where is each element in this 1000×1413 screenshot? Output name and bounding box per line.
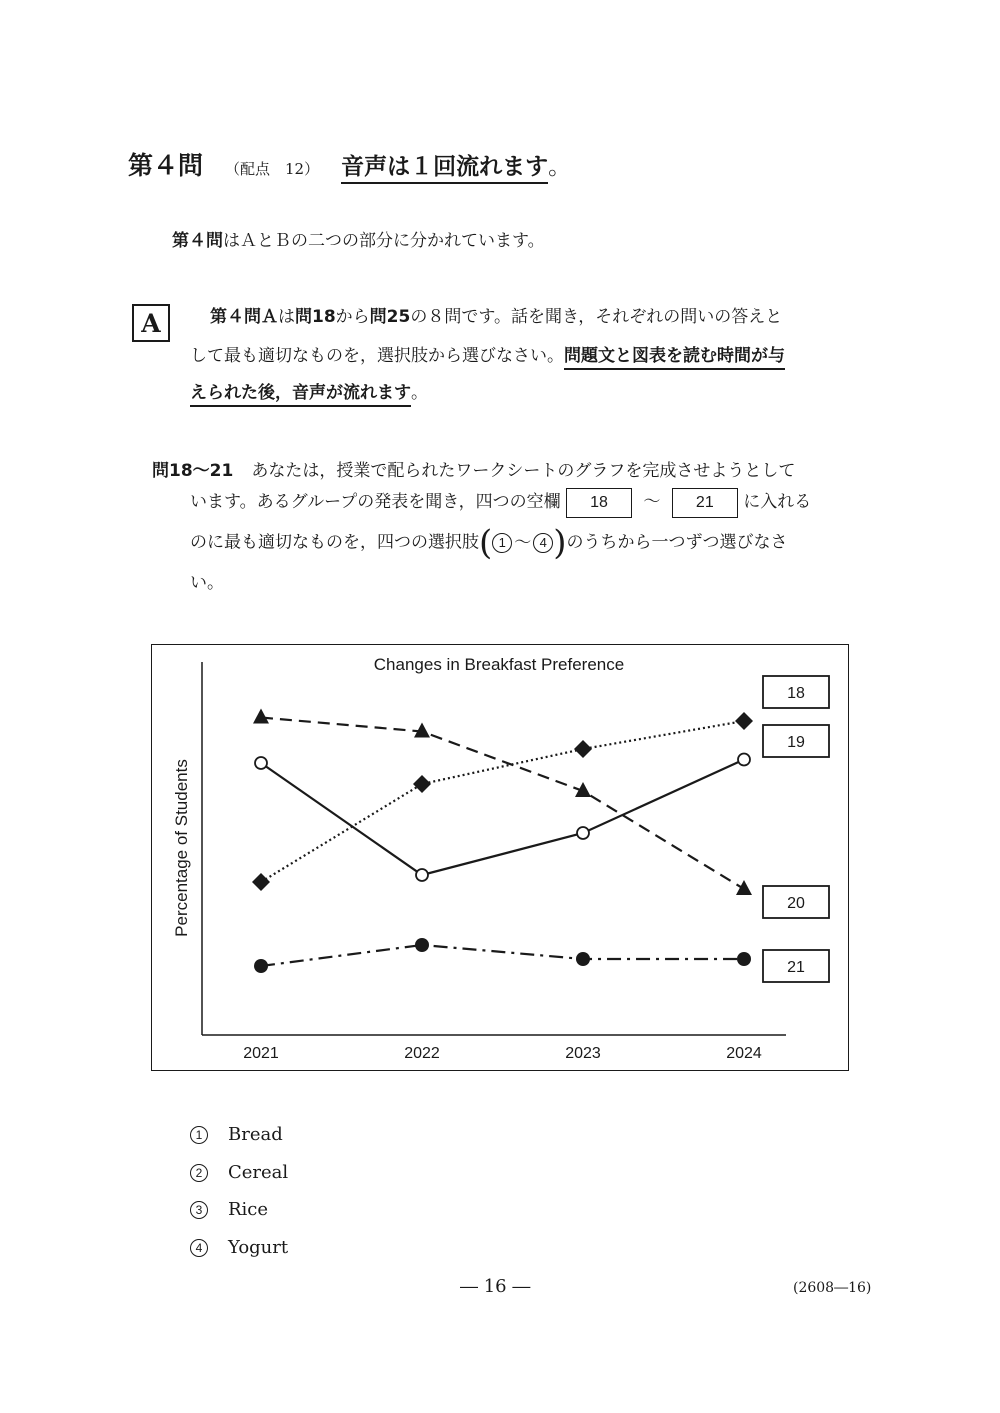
option-1 xyxy=(190,1124,283,1145)
voice-note-period: 。 xyxy=(548,154,572,180)
question-text: います。あるグループの発表を聞き，四つの空欄 xyxy=(190,492,561,512)
section-a-line-1 xyxy=(210,302,782,327)
option-label: Cereal xyxy=(228,1162,289,1183)
option-number-circle: 4 xyxy=(190,1239,208,1257)
question-text: に入れる xyxy=(743,492,812,512)
data-point-filled-circle xyxy=(576,952,590,966)
tilde: ～ xyxy=(643,492,661,512)
series-line-triangle xyxy=(261,718,744,890)
section-a-text: して最も適切なものを，選択肢から選びなさい。 xyxy=(190,346,564,366)
x-tick-label: 2023 xyxy=(565,1045,601,1062)
intro-bold: 第４問 xyxy=(172,231,223,251)
points-note: （配点 12） xyxy=(225,160,320,178)
end-label-number: 21 xyxy=(787,959,805,976)
section-a-line-3 xyxy=(190,378,428,403)
section-a-bold: 第４問Ａ xyxy=(210,307,278,327)
option-3 xyxy=(190,1199,268,1220)
data-point-diamond xyxy=(574,740,592,758)
option-label: Bread xyxy=(228,1124,283,1145)
data-point-diamond xyxy=(252,873,270,891)
section-a-underlined: 問題文と図表を読む時間が与 xyxy=(564,346,785,370)
data-point-open-circle xyxy=(416,869,428,881)
series-line-diamond xyxy=(261,721,744,882)
question-label: 問18～21 xyxy=(152,461,234,481)
data-point-open-circle xyxy=(738,754,750,766)
chart-title: Changes in Breakfast Preference xyxy=(373,655,625,674)
chart-y-axis-label: Percentage of Students xyxy=(172,759,191,937)
data-point-triangle xyxy=(736,880,752,895)
question-text: のに最も適切なものを，四つの選択肢 xyxy=(190,532,479,553)
option-4 xyxy=(190,1237,288,1258)
data-point-filled-circle xyxy=(415,938,429,952)
paren-close: ) xyxy=(553,523,567,563)
question-line-3 xyxy=(190,523,788,563)
blank-18: 18 xyxy=(566,488,632,518)
section-a-line-2 xyxy=(190,341,785,366)
option-number-circle: 2 xyxy=(190,1164,208,1182)
question-text: あなたは，授業で配られたワークシートのグラフを完成させようとして xyxy=(251,461,796,481)
x-tick-label: 2021 xyxy=(243,1045,279,1062)
data-point-filled-circle xyxy=(737,952,751,966)
exam-code: (2608―16) xyxy=(793,1280,872,1296)
choice-tilde: ～ xyxy=(514,532,532,553)
x-tick-label: 2022 xyxy=(404,1045,440,1062)
option-number-circle: 1 xyxy=(190,1126,208,1144)
chart-series-group xyxy=(252,709,753,974)
series-line-open-circle xyxy=(261,760,744,876)
section-a-text: は xyxy=(278,307,295,327)
section-a-label: A xyxy=(132,304,170,342)
page-number: ― 16 ― xyxy=(460,1276,531,1297)
data-point-filled-circle xyxy=(254,959,268,973)
series-line-filled-circle xyxy=(261,945,744,966)
question-line-4 xyxy=(190,568,224,593)
question-text: い。 xyxy=(190,573,224,593)
question-line-2 xyxy=(190,487,811,518)
paren-open: ( xyxy=(479,523,493,563)
section-a-text: から xyxy=(335,307,370,327)
question-text: のうちから一つずつ選びなさ xyxy=(566,532,788,553)
chart-end-labels xyxy=(763,676,829,982)
blank-21: 21 xyxy=(672,488,738,518)
end-label-number: 20 xyxy=(787,895,805,912)
section-a-bold: 問25 xyxy=(369,307,411,327)
intro-rest: はＡとＢの二つの部分に分かれています。 xyxy=(223,231,545,251)
voice-note: 音声は１回流れます xyxy=(341,148,548,184)
end-label-number: 18 xyxy=(787,685,805,702)
question-header xyxy=(128,146,571,186)
breakfast-chart xyxy=(151,644,849,1071)
data-point-open-circle xyxy=(255,757,267,769)
x-tick-label: 2024 xyxy=(726,1045,762,1062)
choice-4-circle: 4 xyxy=(533,533,553,553)
data-point-diamond xyxy=(735,712,753,730)
data-point-diamond xyxy=(413,775,431,793)
data-point-open-circle xyxy=(577,827,589,839)
section-a-underlined: えられた後，音声が流れます xyxy=(190,383,411,407)
intro-text xyxy=(172,226,545,251)
end-label-number: 19 xyxy=(787,734,805,751)
section-a-bold: 問18 xyxy=(295,307,336,327)
option-label: Rice xyxy=(228,1199,269,1220)
question-line-1 xyxy=(152,456,795,481)
data-point-triangle xyxy=(253,709,269,724)
option-label: Yogurt xyxy=(228,1237,289,1258)
question-number: 第４問 xyxy=(128,151,204,180)
section-a-text: の８問です。話を聞き，それぞれの問いの答えと xyxy=(410,307,783,327)
option-2 xyxy=(190,1162,288,1183)
section-a-period: 。 xyxy=(411,383,428,403)
choice-1-circle: 1 xyxy=(492,533,512,553)
chart-x-ticks xyxy=(243,1045,762,1062)
option-number-circle: 3 xyxy=(190,1201,208,1219)
